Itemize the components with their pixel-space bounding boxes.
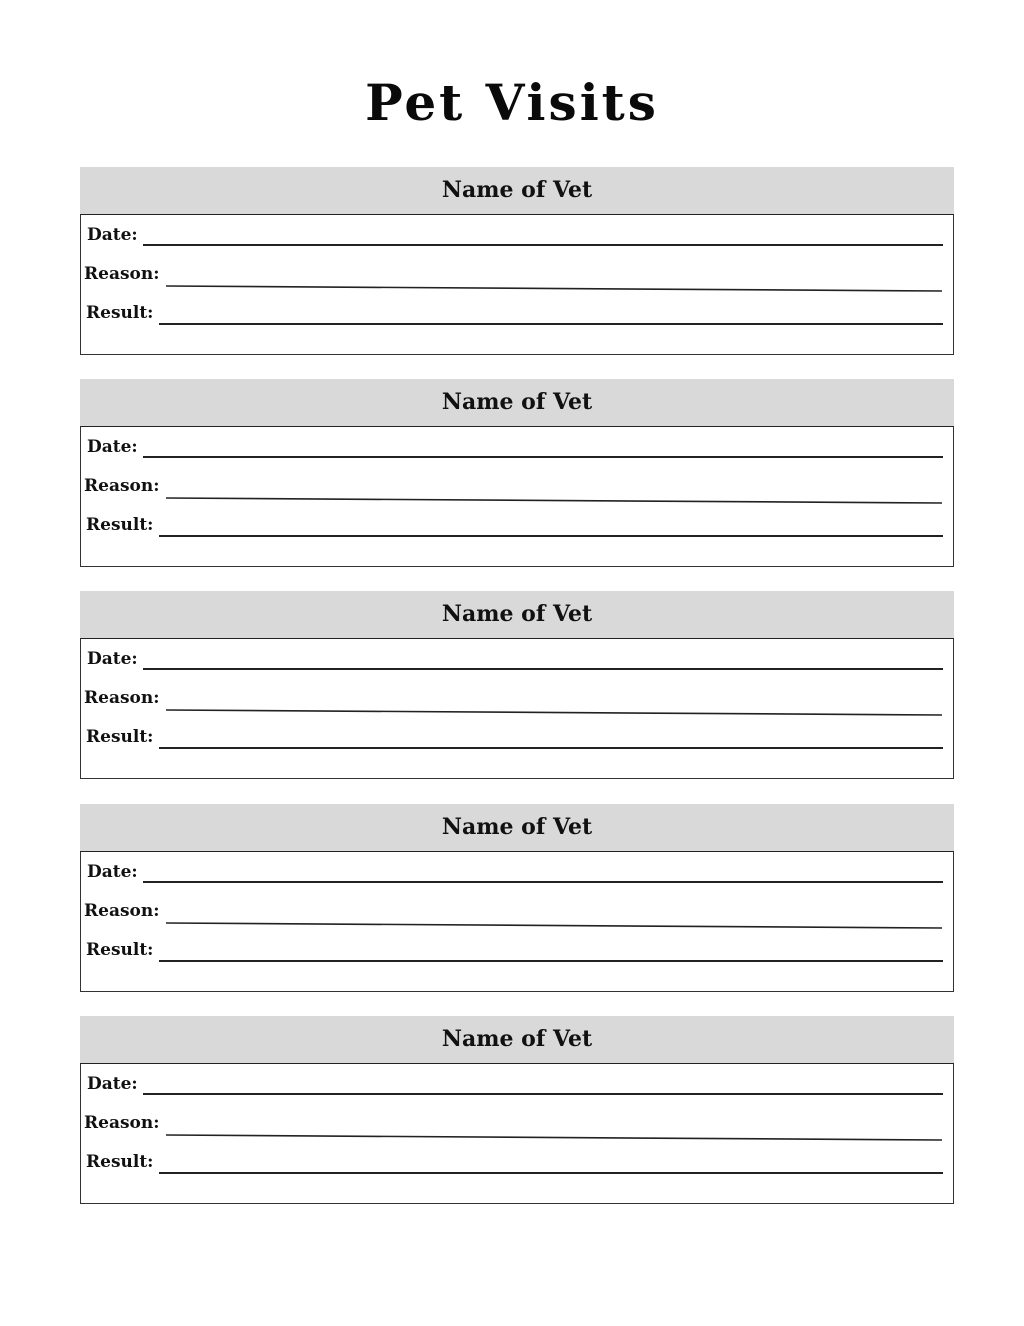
page-title: Pet Visits: [365, 73, 659, 132]
visit-details-box: [80, 214, 954, 355]
result-line: [159, 1172, 943, 1174]
date-field[interactable]: [81, 431, 955, 461]
date-field[interactable]: [81, 856, 955, 886]
date-label: Date:: [87, 1074, 138, 1094]
result-label: Result:: [86, 515, 154, 535]
reason-label: Reason:: [84, 264, 160, 284]
reason-field[interactable]: [81, 470, 955, 500]
vet-name-header: Name of Vet: [80, 591, 954, 638]
date-field[interactable]: [81, 219, 955, 249]
date-line: [143, 881, 943, 883]
reason-line: [81, 470, 955, 510]
date-label: Date:: [87, 862, 138, 882]
visit-details-box: [80, 638, 954, 779]
visit-details-box: [80, 1063, 954, 1204]
vet-name-header: Name of Vet: [80, 1016, 954, 1063]
vet-name-header: Name of Vet: [80, 379, 954, 426]
reason-line: [81, 258, 955, 298]
vet-visit-section: [80, 591, 954, 779]
reason-label: Reason:: [84, 901, 160, 921]
result-label: Result:: [86, 303, 154, 323]
reason-field[interactable]: [81, 682, 955, 712]
date-line: [143, 1093, 943, 1095]
reason-label: Reason:: [84, 476, 160, 496]
result-field[interactable]: [81, 934, 955, 964]
result-field[interactable]: [81, 509, 955, 539]
reason-field[interactable]: [81, 1107, 955, 1137]
reason-line: [81, 1107, 955, 1147]
vet-name-header: Name of Vet: [80, 804, 954, 851]
result-label: Result:: [86, 940, 154, 960]
result-field[interactable]: [81, 1146, 955, 1176]
reason-field[interactable]: [81, 258, 955, 288]
vet-visit-section: [80, 379, 954, 567]
result-label: Result:: [86, 1152, 154, 1172]
result-line: [159, 535, 943, 537]
reason-label: Reason:: [84, 1113, 160, 1133]
reason-line: [81, 682, 955, 722]
result-line: [159, 960, 943, 962]
result-field[interactable]: [81, 721, 955, 751]
date-field[interactable]: [81, 643, 955, 673]
date-line: [143, 668, 943, 670]
vet-visit-section: [80, 804, 954, 992]
visit-details-box: [80, 851, 954, 992]
result-label: Result:: [86, 727, 154, 747]
vet-name-header: Name of Vet: [80, 167, 954, 214]
result-line: [159, 323, 943, 325]
date-line: [143, 456, 943, 458]
result-field[interactable]: [81, 297, 955, 327]
reason-field[interactable]: [81, 895, 955, 925]
date-label: Date:: [87, 649, 138, 669]
reason-line: [81, 895, 955, 935]
date-line: [143, 244, 943, 246]
vet-visit-section: [80, 1016, 954, 1204]
date-field[interactable]: [81, 1068, 955, 1098]
result-line: [159, 747, 943, 749]
date-label: Date:: [87, 437, 138, 457]
reason-label: Reason:: [84, 688, 160, 708]
date-label: Date:: [87, 225, 138, 245]
visit-details-box: [80, 426, 954, 567]
vet-visit-section: [80, 167, 954, 355]
